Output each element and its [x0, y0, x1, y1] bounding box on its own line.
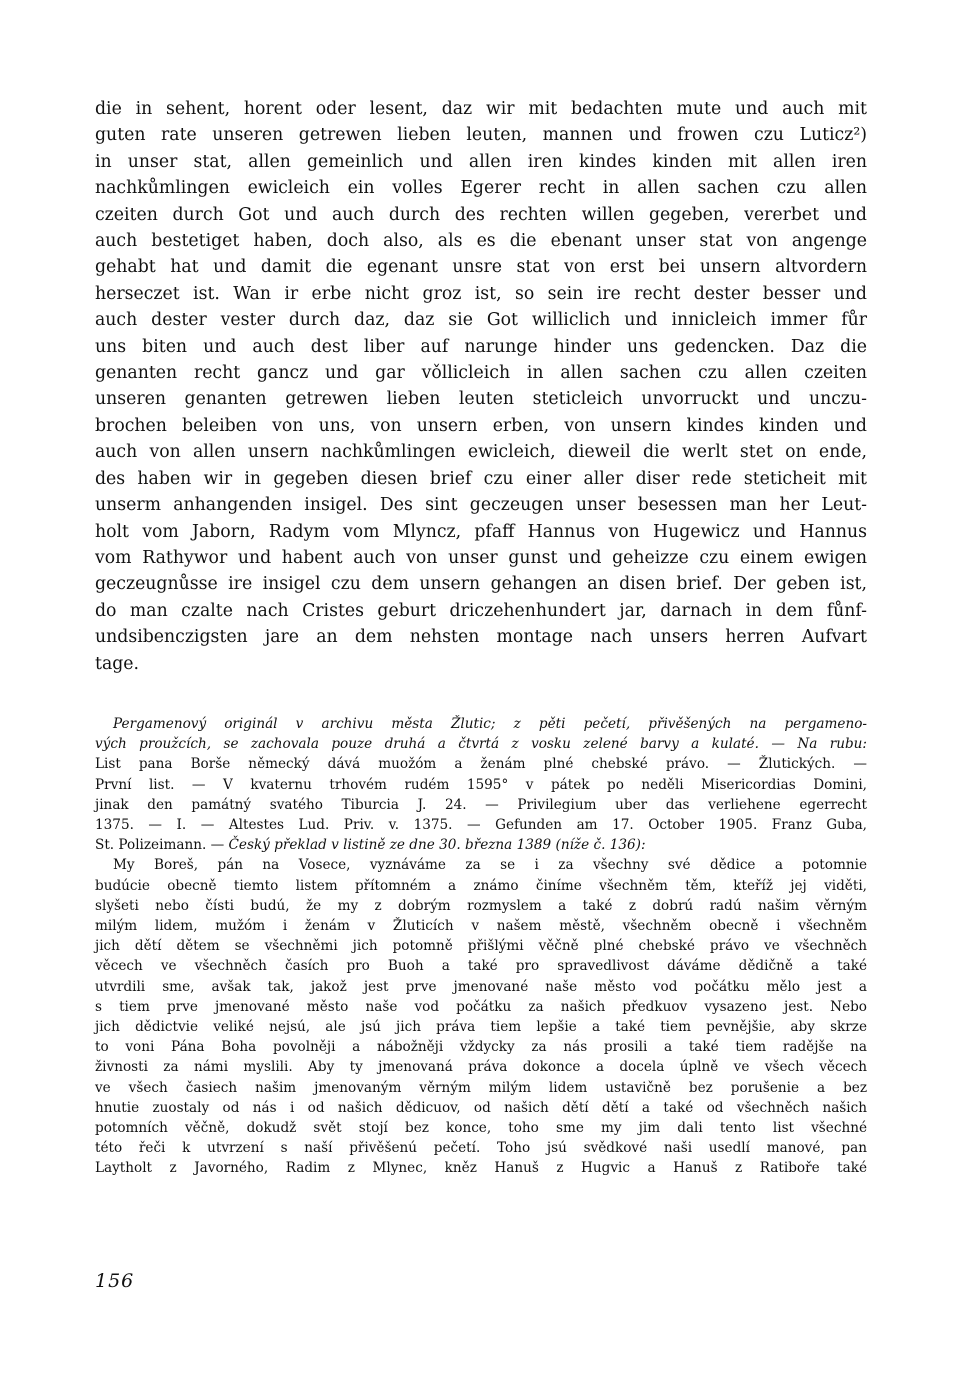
charter-text: [95, 96, 867, 677]
translation-line: živnosti za námi myslili. Aby ty jmenovaná práva dokonce a docela úplně ve všech věcech: [95, 1059, 867, 1076]
translation-line: věcech ve všechněch časích pro Buoh a také pro spravedlivost dáváme dědičně a také: [95, 958, 867, 975]
text-line: auch bestetiget haben, doch also, als es die ebenant unser stat von angenge: [95, 231, 867, 252]
translation-line: utvrdili sme, avšak tak, jakož jest prve jmenované naše město vod počátku mělo jest a: [95, 978, 867, 995]
endorsement-line: První list. — V kvaternu trhovém rudém 1595° v pátek po neděli Misericordias Domini,: [95, 776, 867, 793]
endorsement-block: [95, 754, 867, 835]
page-number: 156: [95, 1270, 135, 1292]
text-line: in unser stat, allen gemeinlich und allen iren kindes kinden mit allen iren: [95, 151, 867, 172]
translation-line: Laytholt z Javorného, Radim z Mlynec, kněz Hanuš z Hugvic a Hanuš z Ratiboře také: [95, 1160, 867, 1177]
text-line: die in sehent, horent oder lesent, daz wir mit bedachten mute und auch mit: [95, 99, 867, 119]
text-line: do man czalte nach Cristes geburt driczehenhundert jar, darnach in dem fůnf-: [95, 600, 867, 621]
translation-line: této řeči k utvrzení s naší přivěšenú pečetí. Toho jsú svědkové naši usedlí manové, pan: [95, 1140, 867, 1157]
text-line: unserm anhangenden insigel. Des sint geczeugen unser besessen man her Leut-: [95, 495, 867, 516]
endorsement-line: List pana Borše německý dává muožóm a ženám plné chebské právo. — Žlutických. —: [95, 756, 867, 773]
note-intro-line: vých proužcích, se zachovala pouze druhá a čtvrtá z vosku zelené barvy a kulaté. — Na rubu:: [95, 736, 867, 753]
translation-line: to voni Pána Boha povolněji a nábožněji vždycky za nás prosili a také tiem radějše na: [95, 1039, 867, 1056]
text-line: auch dester vester durch daz, daz sie Got williclich und innicleich immer fůr: [95, 310, 867, 331]
editorial-note: [95, 714, 867, 1179]
text-line: uns biten und auch dest liber auf narunge hinder uns gedencken. Daz die: [95, 336, 867, 357]
endorsement-line: jinak den památný svatého Tiburcia J. 24. — Privilegium uber das verliehene egerrecht: [95, 796, 867, 813]
text-line: gehabt hat und damit die egenant unsre stat von erst bei unsern altvordern: [95, 257, 867, 278]
endorsement-line: 1375. — I. — Altestes Lud. Priv. v. 1375. — Gefunden am 17. October 1905. Franz Guba,: [95, 817, 867, 834]
text-line: geczeugnůsse ire insigel czu dem unsern gehangen an disen brief. Der geben ist,: [95, 574, 867, 595]
translation-line: ve všech časiech našim jmenovaným věrným milým lidem ustavičně bez porušenie a bez: [95, 1079, 867, 1096]
czech-translation: [95, 855, 867, 1178]
translation-line: budúcie obecně tiemto listem přítomném a známo činíme všechněm těm, kteříž jej viděti,: [95, 877, 867, 894]
text-line: unseren genanten getrewen lieben leuten steticleich unvorruckt und unczu-: [95, 389, 867, 410]
translation-line: s tiem prve jmenované město naše vod počátku za našich předkuov vysazeno jest. Nebo: [95, 998, 867, 1015]
translation-heading: Český překlad v listině ze dne 30. března 1389 (níže č. 136):: [228, 837, 646, 854]
translation-line: My Boreš, pán na Vosece, vyznáváme za se i za všechny své dědice a potomnie: [113, 857, 867, 874]
endorsement-last-line: [95, 835, 867, 855]
text-line: tage.: [95, 653, 140, 674]
translation-line: potomních věčně, dokudž svět stojí bez konce, toho sme my jim dali tento list všechné: [95, 1120, 867, 1137]
translation-line: milým lidem, mužóm i ženám v Žluticích v našem městě, všechněm obecně i všechněm: [95, 918, 867, 935]
document-page: [95, 96, 867, 1292]
translation-line: jich dětí dětem se všechněmi jich potomně přišlými věčně plné chebské právo ve všechněch: [95, 938, 867, 955]
text-line: brochen beleiben von uns, von unsern erben, von unsern kindes kinden und: [95, 415, 867, 436]
translation-line: hnutie zuostaly od nás i od našich dědicuov, od našich dětí dětí a také od všechněch našich: [95, 1099, 867, 1116]
text-line: herseczet ist. Wan ir erbe nicht groz ist, so sein ire recht dester besser und: [95, 283, 867, 304]
text-line: holt vom Jaborn, Radym vom Mlyncz, pfaff Hannus von Hugewicz und Hannus: [95, 521, 867, 542]
translation-line: jich dědictvie veliké nejsú, ale jsú jich práva tiem lepšie a také tiem pevnějšie, aby skrze: [95, 1019, 867, 1036]
translation-line: slyšeti nebo čísti budú, že my z dobrým rozmyslem a také z dobrú radú našim věrným: [95, 897, 867, 914]
text-line: des haben wir in gegeben diesen brief czu einer aller diser rede steticheit mit: [95, 468, 867, 489]
text-line: guten rate unseren getrewen lieben leuten, mannen und frowen czu Luticz²): [95, 125, 867, 146]
text-line: czeiten durch Got und auch durch des rechten willen gegeben, vererbet und: [95, 204, 867, 225]
note-intro-line: Pergamenový originál v archivu města Žlutic; z pěti pečetí, přivěšených na pergameno-: [113, 716, 867, 732]
text-line: nachkůmlingen ewicleich ein volles Egerer recht in allen sachen czu allen: [95, 178, 867, 199]
text-line: undsibenczigsten jare an dem nehsten montage nach unsers herren Aufvart: [95, 627, 867, 648]
text-line: vom Rathywor und habent auch von unser gunst und geheizze czu einem ewigen: [95, 547, 867, 568]
text-line: genanten recht gancz und gar vǒllicleich in allen sachen czu allen czeiten: [95, 363, 867, 384]
endorsement-last-plain: St. Polizeimann. —: [95, 837, 229, 854]
text-line: auch von allen unsern nachkůmlingen ewicleich, dieweil die werlt stet on ende,: [95, 442, 867, 463]
